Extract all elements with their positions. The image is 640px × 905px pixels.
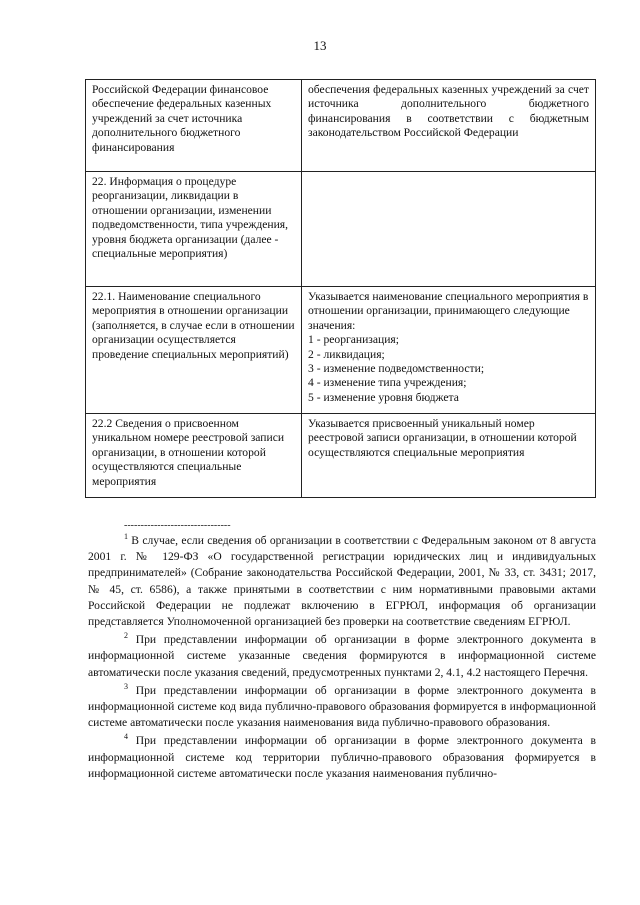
footnote-mark: 4 [124,732,128,742]
page-number: 13 [313,38,327,53]
value-option: 2 - ликвидация; [308,347,385,361]
footnote-mark: 3 [124,681,128,691]
table-row [86,414,596,498]
table-cell-field: 22. Информация о процедуре реорганизации, ликвидации в отношении организации, изменении подведомственности, типа учреждения, уровня бюджета организации (далее - специальные мероприятия) [86,172,302,287]
footnote-separator: -------------------------------- [124,520,231,531]
footnote [88,733,596,782]
table-cell-description: обеспечения федеральных казенных учреждений за счет источника дополнительного бюджетного финансирования в соответствии с бюджетным законодательством Российской Федерации [302,80,596,172]
footnote-text: При представлении информации об организации в форме электронного документа в информационной системе код территории публично-правового образования формируется в информационной системе автоматически после указания наименования публично- [88,734,596,780]
footnote-mark: 2 [124,631,128,641]
value-option: 4 - изменение типа учреждения; [308,376,467,390]
footnote [88,632,596,681]
value-option: 1 - реорганизация; [308,333,399,347]
table-cell-field: Российской Федерации финансовое обеспечение федеральных казенных учреждений за счет источника дополнительного бюджетного финансирования [86,80,302,172]
value-option: 3 - изменение подведомственности; [308,362,485,376]
footnote-text: В случае, если сведения об организации в соответствии с Федеральным законом от 8 августа 2001 г. № 129-ФЗ «О государственной регистрации юридических лиц и индивидуальных предпринимателей» (Собрание законодательства Российской Федерации, 2001, № 33, ст. 3431; 2017, № 45, ст. 6586), а также принятыми в соответствии с ним нормативными правовыми актами Российской Федерации не подлежат включению в ЕГРЮЛ, информация об организации представляется Уполномоченной организацией без проверки на соответствие сведениям ЕГРЮЛ. [88,534,597,629]
requirements-table [85,79,596,498]
table-cell-description [302,172,596,287]
table-row [86,80,596,172]
table-cell-description: Указывается присвоенный уникальный номер реестровой записи организации, в отношении которой осуществляются специальные мероприятия [302,414,596,498]
table-row [86,172,596,287]
table-row [86,287,596,414]
table-cell-description [302,287,596,414]
description-intro: Указывается наименование специального мероприятия в отношении организации, принимающего следующие значения: [308,290,589,332]
value-option: 5 - изменение уровня бюджета [308,390,459,404]
table-cell-field: 22.1. Наименование специального мероприятия в отношении организации (заполняется, в случае если в отношении организации осуществляется проведение специальных мероприятий) [86,287,302,414]
footnote [88,683,596,732]
footnotes [88,533,596,784]
table-cell-field: 22.2 Сведения о присвоенном уникальном номере реестровой записи организации, в отношении которой осуществляются специальные мероприятия [86,414,302,498]
footnote-mark: 1 [124,532,128,541]
footnote-text: При представлении информации об организации в форме электронного документа в информационной системе указанные сведения формируются в информационной системе автоматически после указания сведений, предусмотренных пунктами 2, 4.1, 4.2 настоящего Перечня. [88,633,596,679]
footnote [88,533,596,630]
footnote-text: При представлении информации об организации в форме электронного документа в информационной системе код вида публично-правового образования формируется в информационной системе автоматически после указания наименования вида публично-правового образования. [88,683,596,730]
